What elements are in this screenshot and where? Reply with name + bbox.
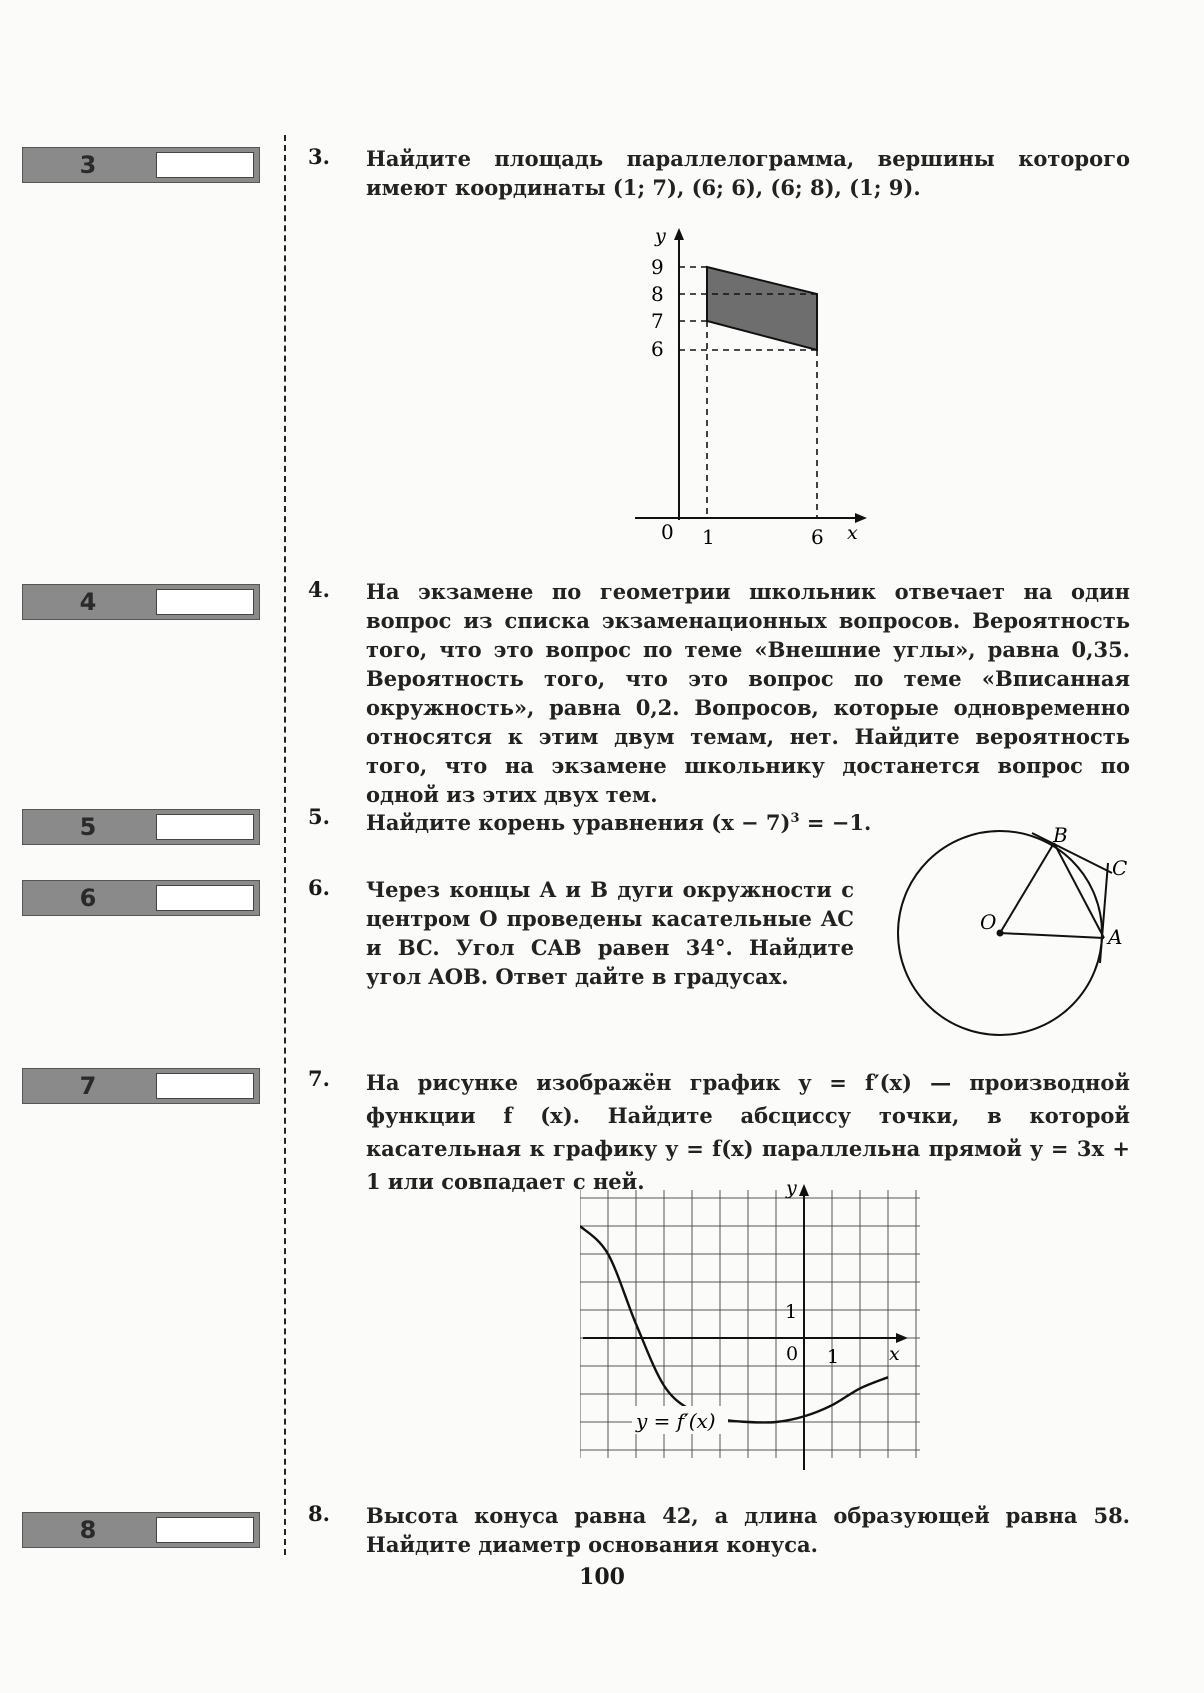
- y-tick: 7: [651, 309, 664, 333]
- problem-text: Найдите площадь параллелограмма, вершины которого имеют координаты (1; 7), (6; 6), (6; 8), (1; 9).: [366, 146, 1130, 200]
- answer-field[interactable]: [156, 152, 254, 178]
- problem-number: 7.: [308, 1066, 330, 1091]
- answer-box-7: [22, 1068, 260, 1104]
- problem-text: Через концы A и B дуги окружности с центром O проведены касательные AC и BC. Угол CAB равен 34°. Найдите угол AOB. Ответ дайте в градусах.: [366, 877, 854, 989]
- problem-number: 6.: [308, 875, 330, 900]
- circle-tangent-figure: [890, 823, 1140, 1043]
- problem-number: 3.: [308, 144, 330, 169]
- y-axis-label: y: [655, 225, 666, 247]
- problem-text: Высота конуса равна 42, а длина образующей равна 58. Найдите диаметр основания конуса.: [366, 1503, 1130, 1557]
- curve-label: y = f′(x): [636, 1409, 716, 1433]
- origin-label: 0: [661, 520, 674, 544]
- point-label: C: [1112, 856, 1128, 880]
- answer-box-3: [22, 147, 260, 183]
- problem-text: На экзамене по геометрии школьник отвечает на один вопрос из списка экзаменационных вопросов. Вероятность того, что это вопрос по теме «Внешние углы», равна 0,35. Вероятность того, что это вопрос по теме «Вписанная окружность», равна 0,2. Вопросов, которые одновременно относятся к этим двум темам, нет. Найдите вероятность того, что на экзамене школьнику достанется вопрос по одной из этих двух тем.: [366, 579, 1130, 807]
- answer-field[interactable]: [156, 885, 254, 911]
- derivative-curve: [580, 1226, 888, 1423]
- problem-text: На рисунке изображён график y = f′(x) — производной функции f (x). Найдите абсциссу точки, в которой касательная к графику y = f(x) параллельна прямой y = 3x + 1 или совпадает с ней.: [366, 1070, 1130, 1194]
- answer-box-4: [22, 584, 260, 620]
- answer-field[interactable]: [156, 1517, 254, 1543]
- answer-box-number: 4: [79, 588, 97, 616]
- answer-box-8: [22, 1512, 260, 1548]
- point-label: O: [980, 910, 997, 934]
- cut-line: [284, 135, 286, 1555]
- problem-number: 4.: [308, 577, 330, 602]
- x-tick: 1: [827, 1346, 840, 1368]
- origin-label: 0: [786, 1343, 799, 1365]
- answer-box-number: 3: [79, 151, 97, 179]
- x-axis-label: x: [889, 1343, 900, 1365]
- derivative-graph: [580, 1178, 920, 1478]
- x-axis-label: x: [847, 522, 858, 544]
- answer-box-5: [22, 809, 260, 845]
- y-tick: 6: [651, 337, 664, 361]
- equation-exponent: 3: [790, 811, 800, 826]
- parallelogram-shape: [707, 267, 817, 350]
- parallelogram-figure: [625, 222, 875, 552]
- problem-number: 5.: [308, 804, 330, 829]
- answer-field[interactable]: [156, 814, 254, 840]
- answer-box-number: 6: [79, 884, 97, 912]
- problem-number: 8.: [308, 1501, 330, 1526]
- answer-box-number: 8: [79, 1516, 97, 1544]
- y-axis-label: y: [786, 1178, 797, 1199]
- graph-axes: [583, 1184, 908, 1470]
- graph-grid: [580, 1190, 920, 1458]
- y-tick: 8: [651, 282, 664, 306]
- page-number: 100: [579, 1564, 625, 1590]
- answer-field[interactable]: [156, 589, 254, 615]
- answer-field[interactable]: [156, 1073, 254, 1099]
- x-tick: 1: [702, 525, 715, 549]
- point-label: B: [1053, 823, 1068, 847]
- answer-box-number: 7: [79, 1072, 97, 1100]
- y-tick: 9: [651, 255, 664, 279]
- point-label: A: [1108, 925, 1123, 949]
- answer-box-number: 5: [79, 813, 97, 841]
- equation-text: Найдите корень уравнения (x − 7): [366, 810, 791, 835]
- answer-box-6: [22, 880, 260, 916]
- x-tick: 6: [811, 525, 824, 549]
- equation-text-end: = −1.: [799, 810, 872, 835]
- y-tick: 1: [785, 1301, 798, 1323]
